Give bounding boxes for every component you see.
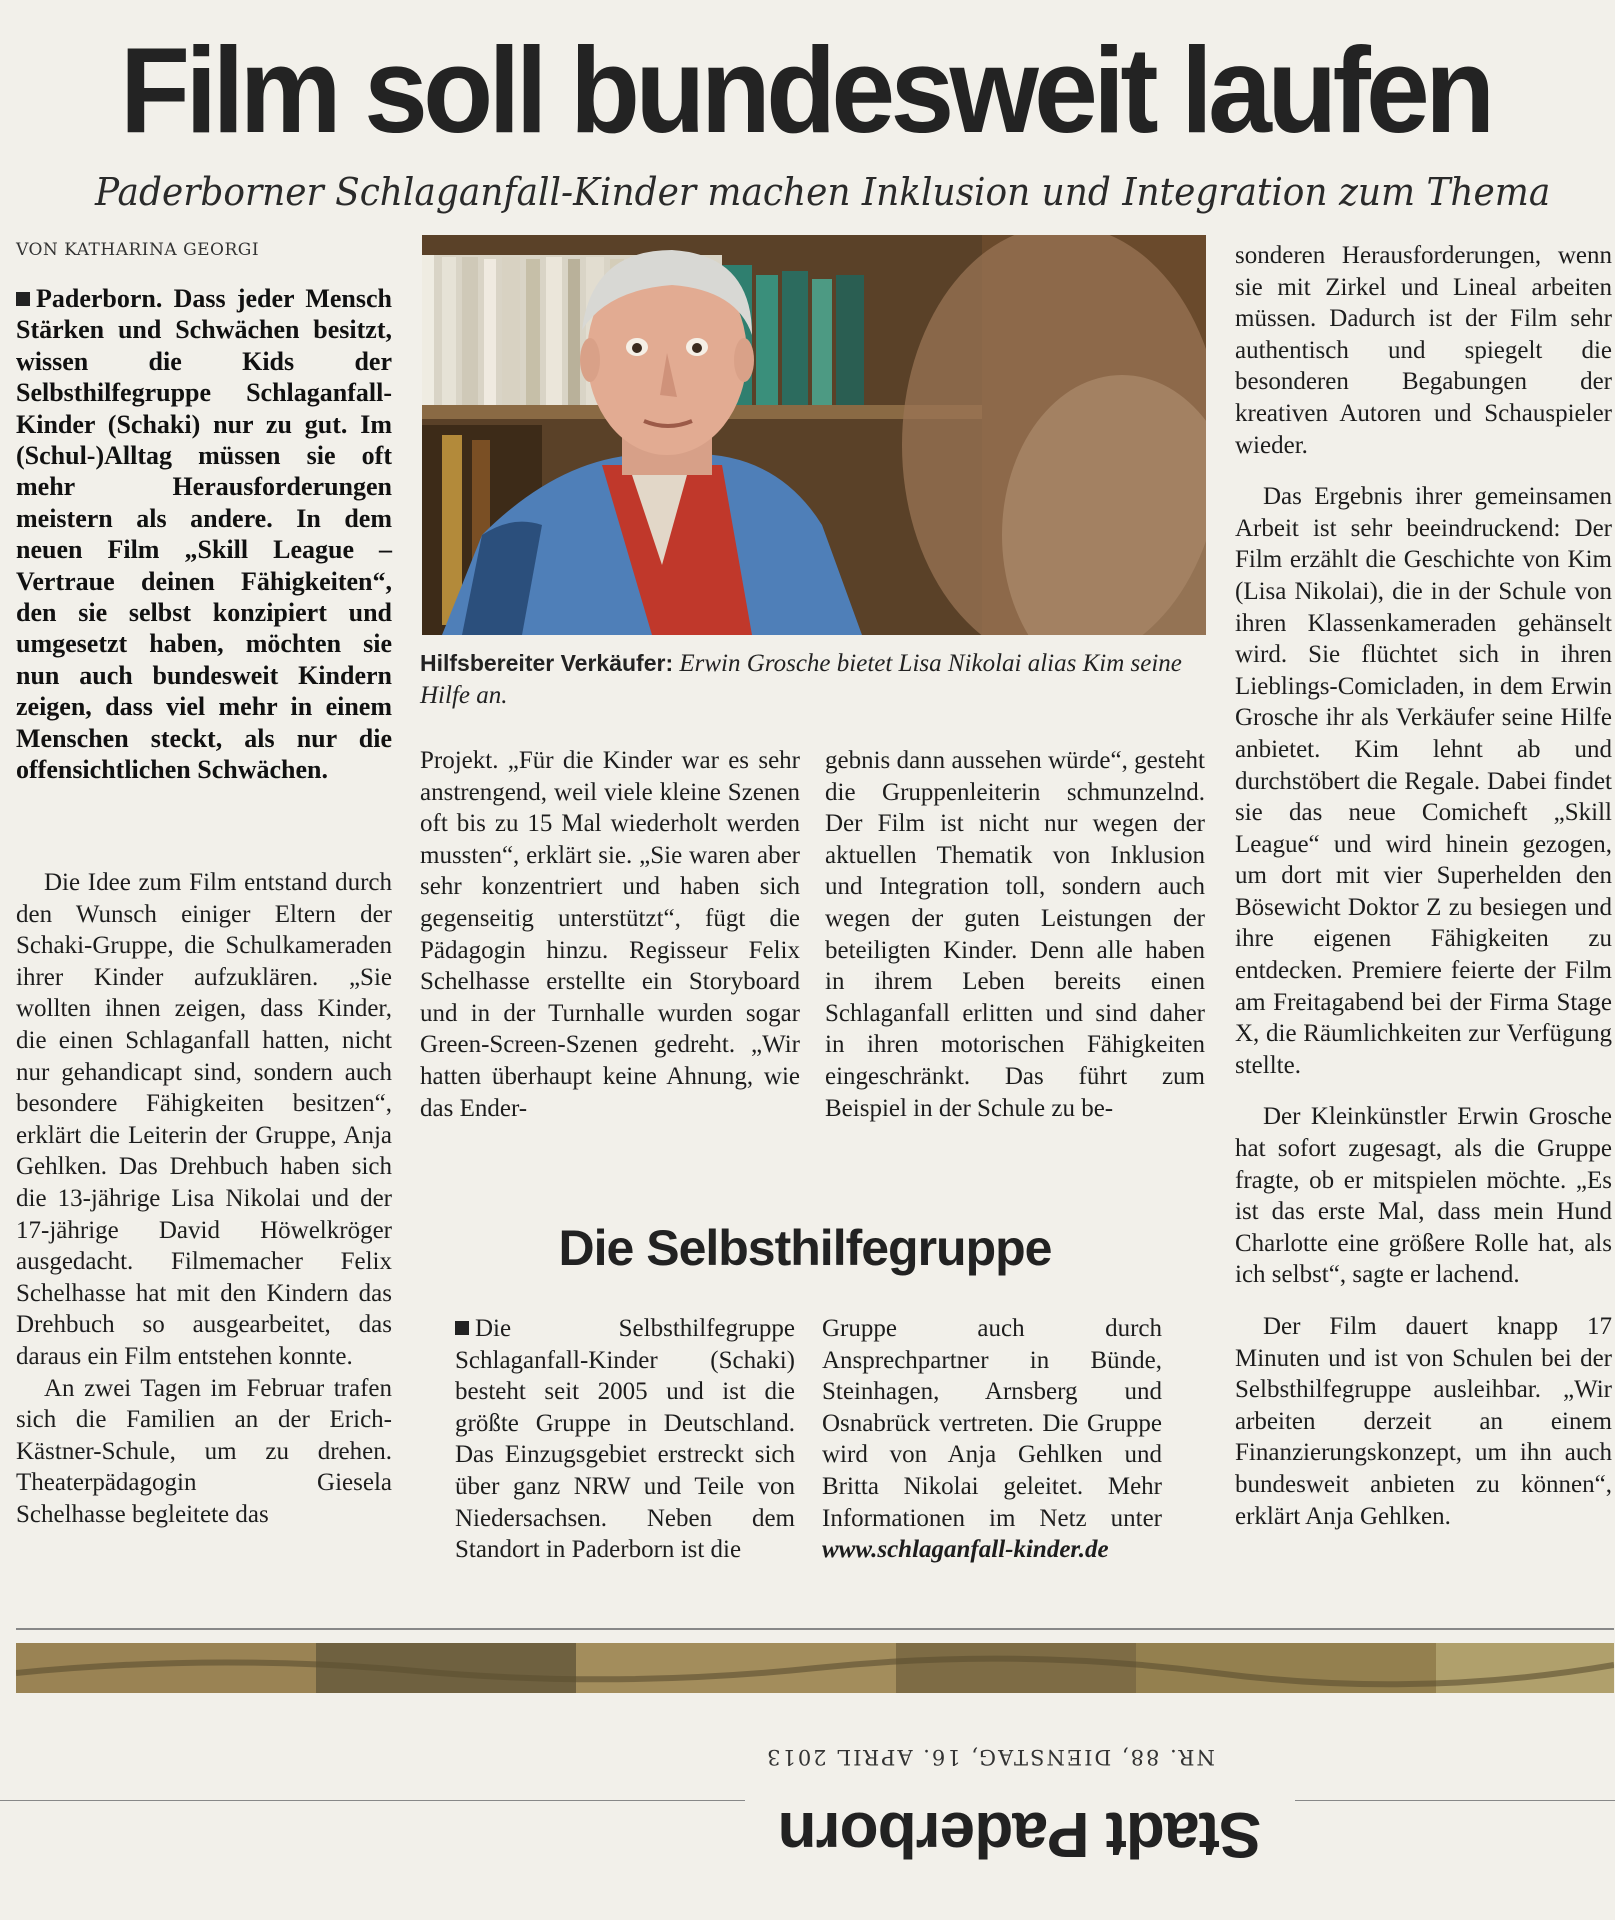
bullet-square-icon [455, 1321, 469, 1335]
lead-paragraph [16, 283, 392, 786]
photo-man-in-bookshop [422, 235, 1206, 635]
info-box-column-1 [455, 1313, 795, 1566]
torn-paper-strip [16, 1643, 1614, 1693]
footer-rule-right [1295, 1800, 1615, 1801]
info-box-column-2 [822, 1313, 1162, 1566]
photo-caption [420, 647, 1210, 712]
article-column-2 [420, 745, 800, 1124]
col3-paragraph: gebnis dann aussehen würde“, gesteht die Gruppenleiterin schmunzelnd. Der Film ist nicht nur wegen der aktuellen Thematik von Inklusion und Integration toll, sondern auch wegen der guten Leistungen der beteiligten Kinder. Denn alle haben in ihrem Leben bereits einen Schlaganfall erlitten und sind daher in ihren motorischen Fähigkeiten eingeschränkt. Das führt zum Beispiel in der Schule zu be- [825, 747, 1205, 1122]
issue-date: NR. 88, DIENSTAG, 16. APRIL 2013 [765, 1745, 1215, 1769]
byline: VON KATHARINA GEORGI [16, 240, 260, 260]
lead-text: Paderborn. Dass jeder Mensch Stärken und Schwächen besitzt, wissen die Kids der Selbsthilfegruppe Schlaganfall-Kinder (Schaki) nur zu gut. Im (Schul-)Alltag müssen sie oft mehr Herausforderungen meistern als andere. In dem neuen Film „Skill League – Vertraue deinen Fähigkeiten“, den sie selbst konzipiert und umgesetzt haben, möchten sie nun auch bundesweit Kindern zeigen, dass viel mehr in einem Menschen steckt, als nur die offensichtlichen Schwächen. [16, 284, 392, 785]
info-box-title: Die Selbsthilfegruppe [558, 1220, 1052, 1276]
col1-paragraph-2: An zwei Tagen im Februar trafen sich die Familien an der Erich-Kästner-Schule, um zu drehen. Theaterpädagogin Giesela Schelhasse begleitete das [16, 1374, 392, 1528]
info-box-url-link[interactable]: www.schlaganfall-kinder.de [822, 1536, 1109, 1564]
info-box-text-right: Gruppe auch durch Ansprechpartner in Bünde, Steinhagen, Arnsberg und Osnabrück vertreten. Die Gruppe wird von Anja Gehlken und Britta Nikolai geleitet. Mehr Informationen im Netz unter [822, 1315, 1162, 1532]
info-box-text-left: Die Selbsthilfegruppe Schlaganfall-Kinder (Schaki) besteht seit 2005 und ist die größte Gruppe in Deutschland. Das Einzugsgebiet erstreckt sich über ganz NRW und Teile von Niedersachsen. Neben dem Standort in Paderborn ist die [455, 1315, 795, 1564]
caption-text: Erwin Grosche bietet Lisa Nikolai alias Kim seine Hilfe an. [420, 650, 1182, 709]
col1-paragraph-1: Die Idee zum Film entstand durch den Wunsch einiger Eltern der Schaki-Gruppe, die Schulkameraden ihrer Kinder aufzuklären. „Sie wollten ihnen zeigen, dass Kinder, die einen Schlaganfall hatten, nicht nur gehandicapt sind, sondern auch besondere Fähigkeiten besitzen“, erklärt die Leiterin der Gruppe, Anja Gehlken. Das Drehbuch haben sich die 13-jährige Lisa Nikolai und der 17-jährige David Höwelkröger ausgedacht. Filmemacher Felix Schelhasse hat mit den Kindern das Drehbuch so ausgearbeitet, das daraus ein Film entstehen konnte. [16, 869, 392, 1370]
article-column-4 [1235, 240, 1612, 1532]
headline: Film soll bundesweit laufen [120, 22, 1491, 158]
texture-strip-image [16, 1643, 1614, 1693]
article-column-3 [825, 745, 1205, 1124]
col4-paragraph-1: sonderen Herausforderungen, wenn sie mit Zirkel und Lineal arbeiten müssen. Dadurch ist der Film sehr authentisch und spiegelt die besonderen Begabungen der kreativen Autoren und Schauspieler wieder. [1235, 242, 1612, 459]
bottom-divider [16, 1628, 1614, 1630]
bullet-square-icon [16, 292, 30, 306]
footer-rule-left [0, 1800, 745, 1801]
subheadline: Paderborner Schlaganfall-Kinder machen Inklusion und Integration zum Thema [95, 170, 1551, 214]
article-photo [422, 235, 1206, 635]
col4-paragraph-4: Der Film dauert knapp 17 Minuten und ist von Schulen bei der Selbsthilfegruppe ausleihbar. „Wir arbeiten derzeit an einem Finanzierungskonzept, um ihn auch bundesweit anbieten zu können“, erklärt Anja Gehlken. [1235, 1313, 1612, 1530]
col2-paragraph: Projekt. „Für die Kinder war es sehr anstrengend, weil viele kleine Szenen oft bis zu 15 Mal wiederholt werden mussten“, erklärt sie. „Sie waren aber sehr konzentriert und haben sich gegenseitig unterstützt“, fügt die Pädagogin hinzu. Regisseur Felix Schelhasse erstellte ein Storyboard und in der Turnhalle wurden sogar Green-Screen-Szenen gedreht. „Wir hatten überhaupt keine Ahnung, wie das Ender- [420, 747, 800, 1122]
col4-paragraph-2: Das Ergebnis ihrer gemeinsamen Arbeit ist sehr beeindruckend: Der Film erzählt die Geschichte von Kim (Lisa Nikolai), die in der Schule von ihren Klassenkameraden gehänselt wird. Sie flüchtet sich in ihren Lieblings-Comicladen, in dem Erwin Grosche ihr als Verkäufer seine Hilfe anbietet. Kim lehnt ab und durchstöbert die Regale. Dabei findet sie das neue Comicheft „Skill League“ und wird hinein gezogen, um dort mit vier Superhelden den Bösewicht Doktor Z zu besiegen und ihre eigenen Fähigkeiten zu entdecken. Premiere feierte der Film am Freitagabend bei der Firma Stage X, die Räumlichkeiten zur Verfügung stellte. [1235, 483, 1612, 1079]
col4-paragraph-3: Der Kleinkünstler Erwin Grosche hat sofort zugesagt, als die Gruppe fragte, ob er mitspielen möchte. „Es ist das erste Mal, dass mein Hund Charlotte eine größere Rolle hat, als ich selbst“, sagte er lachend. [1235, 1103, 1612, 1289]
caption-label: Hilfsbereiter Verkäufer: [420, 650, 674, 676]
article-column-1 [16, 867, 392, 1530]
section-title: Stadt Paderborn [778, 1799, 1262, 1871]
